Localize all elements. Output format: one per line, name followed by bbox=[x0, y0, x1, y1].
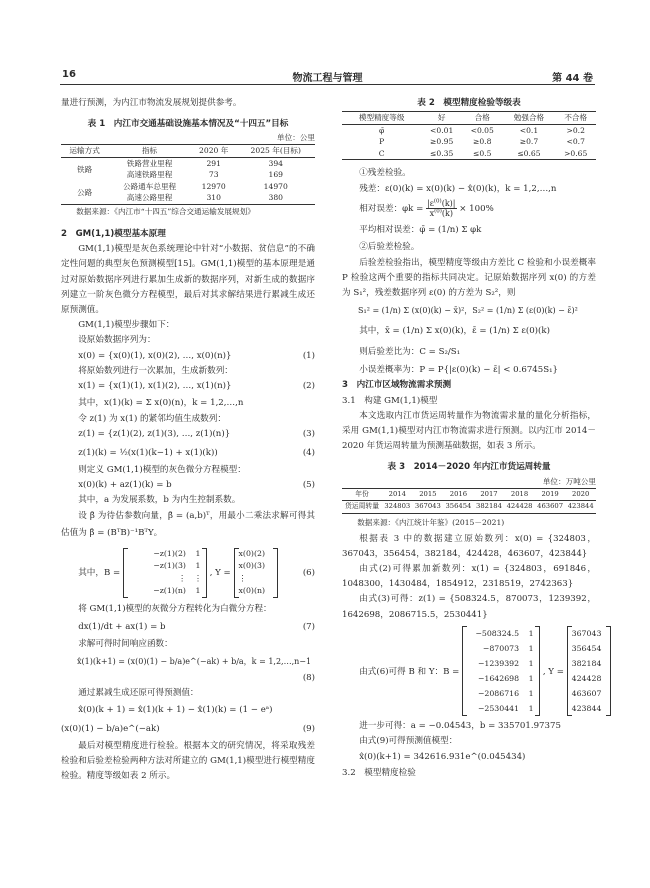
table1-mode: 公路 bbox=[77, 187, 93, 197]
matrix-cell: −2086716 bbox=[477, 689, 520, 699]
table1-cell: 铁路营业里程 bbox=[126, 158, 173, 168]
section2-heading: 2 GM(1,1)模型基本原理 bbox=[61, 228, 166, 239]
matrix-cell: −z(1)(2) bbox=[153, 548, 186, 558]
step-response: 求解可得时间响应函数： bbox=[78, 639, 173, 650]
equation-number: (7) bbox=[302, 622, 315, 633]
matrix-row bbox=[128, 560, 202, 573]
equation-7 bbox=[61, 617, 315, 637]
right-column bbox=[342, 96, 602, 781]
prediction-intro: 由式(9)可得预测值模型： bbox=[359, 736, 458, 747]
table2-caption: 表 2 模型精度检验等级表 bbox=[417, 98, 521, 108]
matrix-cell: −1239392 bbox=[477, 659, 520, 669]
table3-row-header: 年份 bbox=[355, 489, 369, 498]
left-column bbox=[61, 96, 315, 785]
matrix-cell: 1 bbox=[528, 674, 534, 684]
matrix-cell: 1 bbox=[528, 659, 534, 669]
matrix-row bbox=[239, 573, 273, 586]
intro-tail: 量进行预测，为内江市物流发展规划提供参考。 bbox=[61, 98, 242, 108]
table3-source: 数据来源：《内江统计年鉴》(2015－2021) bbox=[357, 517, 505, 527]
matrix-row bbox=[467, 671, 535, 686]
matrix-row bbox=[572, 671, 606, 686]
table3-value: 382184 bbox=[476, 502, 502, 511]
equation-number: (4) bbox=[302, 447, 315, 458]
check2-title: ②后验差检验。 bbox=[359, 242, 420, 253]
page-number: 16 bbox=[62, 69, 76, 80]
table3-unit: 单位：万吨公里 bbox=[542, 476, 596, 486]
c-ratio-formula: 则后验差比为：C = S₂/S₁ bbox=[359, 347, 461, 358]
table-row bbox=[342, 124, 596, 136]
mean-relative-error: 平均相对误差：φ̄ = (1/n) Σ φk bbox=[359, 225, 482, 236]
matrix-cell: 1 bbox=[195, 561, 201, 571]
table2-cell: ≥0.95 bbox=[430, 137, 454, 147]
table1-mode: 铁路 bbox=[77, 164, 93, 174]
table2-cell: P bbox=[379, 137, 385, 147]
check1-title: ①残差检验。 bbox=[359, 168, 411, 179]
matrix-cell: ⋮ bbox=[194, 573, 202, 583]
table2-cell: ≥0.8 bbox=[472, 137, 492, 147]
table3-year: 2014 bbox=[388, 489, 406, 498]
step-ab: 其中，a 为发展系数，b 为内生控制系数。 bbox=[78, 494, 241, 505]
matrix-cell: 1 bbox=[195, 586, 201, 596]
matrix-row bbox=[572, 641, 606, 656]
matrix-row bbox=[467, 701, 535, 716]
matrix-row bbox=[467, 641, 535, 656]
table3-year: 2020 bbox=[572, 489, 590, 498]
matrix-row bbox=[128, 548, 202, 561]
equation-number: (8) bbox=[302, 672, 315, 683]
ab-result: 进一步可得：a = −0.04543，b = 335701.97375 bbox=[359, 720, 561, 731]
step-original: 设原始数据序列为： bbox=[78, 335, 156, 346]
table2-cell: ≤0.35 bbox=[430, 148, 454, 158]
table3-row-header: 货运周转量 bbox=[345, 502, 379, 511]
equation-number: (1) bbox=[302, 350, 315, 361]
equation-5-text: x(0)(k) + az(1)(k) = b bbox=[78, 479, 172, 490]
table3-year: 2017 bbox=[480, 489, 498, 498]
matrix-cell: 1 bbox=[528, 644, 534, 654]
equation-number: (5) bbox=[302, 479, 315, 490]
step-where-x1: 其中，x(1)(k) = Σ x(0)(n)，k = 1,2,…,n bbox=[78, 398, 244, 409]
equation-number: (3) bbox=[302, 429, 315, 440]
table2-header: 合格 bbox=[474, 113, 490, 123]
matrix-cell: −2530441 bbox=[477, 704, 520, 714]
table3-value: 324803 bbox=[384, 502, 411, 511]
table3-year: 2016 bbox=[449, 489, 468, 498]
matrix-cell: −z(1)(3) bbox=[153, 561, 186, 571]
table1 bbox=[61, 144, 315, 205]
sequence-x0: 根据表 3 中的数据建立原始数列：x(0) = {324803，367043，356454，382184，424428，463607，423844} bbox=[342, 533, 596, 559]
matrix-row bbox=[239, 585, 273, 598]
matrix-cell: x(0)(2) bbox=[238, 548, 265, 558]
fraction: $\frac{|\varepsilon^{(0)}(k)|}{x^{(0)}(k)}$ bbox=[427, 198, 456, 219]
table3-value: 463607 bbox=[537, 502, 564, 511]
matrix-Y-values bbox=[567, 626, 611, 716]
table2-header: 好 bbox=[437, 113, 446, 123]
volume-label: 第 44 卷 bbox=[552, 73, 593, 84]
matrix-cell: 1 bbox=[528, 629, 534, 639]
running-header bbox=[60, 66, 595, 85]
table-row bbox=[342, 136, 596, 148]
matrix-cell: −870073 bbox=[482, 644, 520, 654]
relative-error-tail: × 100% bbox=[459, 204, 494, 215]
relative-error-formula bbox=[342, 198, 596, 220]
table2-cell: C bbox=[378, 148, 385, 158]
equation-9a: x̂(0)(k + 1) = x̂(1)(k + 1) − x̂(1)(k) = (1 − eᵃ) bbox=[78, 704, 273, 715]
table2-cell: ≥0.7 bbox=[519, 137, 539, 147]
matrix-equation: 由式(6)可得 B 和 Y：B = −508324.5 1 −870073 1 −1239392 1 −1642698 1 −2086716 1 −2530441 1 , Y = 367043 356454 382184 424428 463607 423844 bbox=[342, 625, 596, 719]
table3-value-row bbox=[342, 501, 596, 514]
matrix-cell: 463607 bbox=[571, 689, 602, 699]
step-z: 令 z(1) 为 x(1) 的紧邻均值生成数列： bbox=[78, 414, 226, 425]
matrix-cell: −1642698 bbox=[477, 674, 520, 684]
equation-8 bbox=[61, 653, 315, 671]
table2-cell: >0.2 bbox=[566, 125, 585, 135]
table2-cell: <0.7 bbox=[566, 137, 585, 147]
matrix-cell: x(0)(3) bbox=[238, 561, 265, 571]
equation-1 bbox=[61, 349, 315, 364]
table1-cell: 高速公路里程 bbox=[126, 193, 173, 203]
matrix-cell: −z(1)(n) bbox=[153, 586, 186, 596]
matrix-cell: 423844 bbox=[571, 704, 602, 714]
matrix-row bbox=[572, 626, 606, 641]
subsection-3-1: 3.1 构建 GM(1,1)模型 bbox=[342, 395, 438, 406]
table3-value: 356454 bbox=[445, 502, 472, 511]
table2-cell: ≤0.65 bbox=[517, 148, 541, 158]
equation-4-text: z(1)(k) = ½(x(1)(k−1) + x(1)(k)) bbox=[78, 447, 218, 458]
table1-cell: 公路通车总里程 bbox=[122, 181, 177, 191]
equation-6: 其中，B = −z(1)(2) 1 −z(1)(3) 1 ⋮ ⋮ −z(1)(n) 1 , Y = x(0)(2) x(0)(3) ⋮ x(0)(n) (6) bbox=[61, 544, 315, 602]
table-row bbox=[342, 148, 596, 160]
table1-cell: 高速铁路里程 bbox=[126, 170, 173, 180]
step-white: 将 GM(1,1)模型的灰微分方程转化为白微分方程： bbox=[78, 604, 272, 615]
matrix-cell: 424428 bbox=[571, 674, 602, 684]
matrix-row bbox=[239, 560, 273, 573]
table1-cell: 169 bbox=[268, 170, 283, 180]
table3-value: 367043 bbox=[414, 502, 441, 511]
equation-3-text: z(1) = {z(1)(2), z(1)(3), …, z(1)(n)} bbox=[78, 429, 231, 440]
step-accumulate: 将原始数列进行一次累加，生成新数列： bbox=[78, 365, 233, 376]
equation-4 bbox=[61, 443, 315, 463]
table1-header: 指标 bbox=[141, 146, 158, 156]
matrix-row bbox=[572, 656, 606, 671]
matrix-cell: 356454 bbox=[571, 644, 602, 654]
equation-6-lead: 其中，B = bbox=[78, 568, 121, 579]
table1-cell: 380 bbox=[268, 193, 283, 203]
table1-header: 2025 年(目标) bbox=[250, 146, 301, 156]
table2-header: 不合格 bbox=[564, 113, 588, 123]
equation-5 bbox=[61, 478, 315, 493]
matrix-B-values bbox=[462, 626, 540, 716]
equation-number: (6) bbox=[302, 568, 315, 579]
matrix-cell: 1 bbox=[195, 548, 201, 558]
step-restore: 通过累减生成还原可得预测值： bbox=[78, 687, 199, 698]
table2-cell: <0.05 bbox=[470, 125, 494, 135]
section2-paragraph: GM(1,1)模型是灰色系统理论中针对“小数据、贫信息”的不确定性问题的典型灰色预测模型[15]。GM(1,1)模型的基本原理是通过对原始数据序列进行累加生成新的数据序列，对新生成的数据序列建立一阶灰色微分方程模型，最后对其求解结果进行累减生成还原预测值。 bbox=[61, 244, 315, 315]
table3-year: 2018 bbox=[510, 489, 529, 498]
matrix-row bbox=[239, 548, 273, 561]
equation-9b-text: (x(0)(1) − b/a)e^(−ak) bbox=[61, 723, 160, 734]
matrix-cell: ⋮ bbox=[238, 573, 247, 583]
equation-7-text: dx(1)/dt + ax(1) = b bbox=[78, 622, 166, 633]
matrix-row bbox=[467, 626, 535, 641]
equation-8-text: x̂(1)(k+1) = (x(0)(1) − b/a)e^(−ak) + b/a，k = 1,2,…,n−1 bbox=[77, 656, 312, 666]
table2-cell: φ̄ bbox=[379, 125, 385, 135]
variance-formula: S₁² = (1/n) Σ (x(0)(k) − x̄)²，S₂² = (1/n) Σ (ε(0)(k) − ε̄)² bbox=[358, 306, 578, 316]
matrix-cell: −508324.5 bbox=[475, 629, 520, 639]
step-beta: 设 β̂ 为待估参数向量，β̂ = (a,b)ᵀ，用最小二乘法求解可得其估值为 β̂ = (BᵀB)⁻¹BᵀY。 bbox=[61, 511, 315, 539]
equation-number: (9) bbox=[302, 723, 315, 734]
table1-cell: 12970 bbox=[201, 181, 226, 191]
table2-cell: <0.1 bbox=[519, 125, 539, 135]
step-define: 则定义 GM(1,1)模型的灰色微分方程模型： bbox=[78, 464, 246, 475]
section31-paragraph: 本文选取内江市货运周转量作为物流需求量的量化分析指标，采用 GM(1,1)模型对内江市物流需求进行预测。以内江市 2014－2020 年货运周转量为预测基础数据，如表 3 所示。 bbox=[342, 410, 596, 452]
table1-header: 2020 年 bbox=[199, 146, 229, 156]
table1-caption: 表 1 内江市交通基础设施基本情况及“十四五”目标 bbox=[87, 119, 289, 130]
sequence-x1: 由式(2)可得累加新数列：x(1) = {324803，691846，1048300，1430484，1854912，2318519，2742363} bbox=[342, 564, 596, 590]
equation-1-text: x(0) = {x(0)(1), x(0)(2), …, x(0)(n)} bbox=[78, 350, 232, 361]
equation-number: (2) bbox=[302, 380, 315, 391]
table2 bbox=[342, 111, 596, 160]
matrix-cell: x(0)(n) bbox=[238, 586, 266, 596]
sequence-z1: 由式(3)可得：z(1) = {508324.5，870073，1239392，1642698，2086715.5，2530441} bbox=[342, 594, 596, 620]
table-row bbox=[61, 181, 315, 193]
posterior-paragraph: 后验差检验指出，模型精度等级由方差比 C 检验和小误差概率 P 检验这两个重要的指标共同决定。记原始数据序列 x(0) 的方差为 S₁²，残差数据序列 ε(0) 的方差为 S₂²，则 bbox=[342, 257, 596, 299]
mean-formula: 其中，x̄ = (1/n) Σ x(0)(k)，ε̄ = (1/n) Σ ε(0)(k) bbox=[359, 326, 550, 337]
relative-error-label: 相对误差：φk = bbox=[359, 204, 424, 215]
table1-header: 运输方式 bbox=[69, 146, 100, 156]
table1-cell: 14970 bbox=[263, 181, 288, 191]
final-paragraph: 最后对模型精度进行检验。根据本文的研究情况，将采取残差检验和后验差检验两种方法对所建立的 GM(1,1)模型进行模型精度检验。精度等级如表 2 所示。 bbox=[61, 740, 315, 782]
table1-cell: 394 bbox=[268, 158, 283, 168]
table3-value: 424428 bbox=[506, 502, 533, 511]
table-row bbox=[61, 157, 315, 169]
table3 bbox=[342, 488, 596, 514]
table1-unit: 单位：公里 bbox=[277, 133, 315, 143]
equation-2-text: x(1) = {x(1)(1), x(1)(2), …, x(1)(n)} bbox=[78, 380, 232, 391]
matrix-lead: 由式(6)可得 B 和 Y：B = bbox=[359, 666, 460, 677]
equation-2 bbox=[61, 379, 315, 394]
matrix-cell: 367043 bbox=[571, 629, 602, 639]
table2-header: 勉强合格 bbox=[513, 113, 545, 123]
table1-cell: 291 bbox=[206, 158, 221, 168]
table1-source: 数据来源：《内江市“十四五”综合交通运输发展规划》 bbox=[76, 206, 255, 216]
journal-title: 物流工程与管理 bbox=[292, 73, 363, 84]
table3-value: 423844 bbox=[567, 502, 594, 511]
table3-year-row bbox=[342, 488, 596, 501]
steps-intro: GM(1,1)模型步骤如下： bbox=[78, 320, 175, 331]
residual-formula: 残差：ε(0)(k) = x(0)(k) − x̂(0)(k)，k = 1,2,…,n bbox=[359, 184, 557, 195]
matrix-cell: 1 bbox=[528, 689, 534, 699]
matrix-cell: 1 bbox=[528, 704, 534, 714]
table2-cell: ≤0.5 bbox=[472, 148, 492, 158]
equation-3 bbox=[61, 427, 315, 442]
subsection-3-2: 3.2 模型精度检验 bbox=[342, 768, 416, 779]
table2-header: 模型精度等级 bbox=[358, 113, 405, 123]
matrix-row bbox=[572, 701, 606, 716]
table2-header-row bbox=[342, 112, 596, 125]
table3-year: 2015 bbox=[419, 489, 437, 498]
matrix-cell: ⋮ bbox=[178, 573, 186, 583]
table2-cell: <0.01 bbox=[430, 125, 454, 135]
matrix-row bbox=[128, 573, 202, 586]
matrix-cell: 382184 bbox=[571, 659, 602, 669]
section3-heading: 3 内江市区域物流需求预测 bbox=[342, 380, 452, 391]
equation-9b bbox=[61, 719, 315, 739]
p-probability-formula: 小误差概率为：P = P{|ε(0)(k) − ε̄| < 0.6745S₁} bbox=[359, 365, 559, 376]
matrix-row bbox=[467, 656, 535, 671]
matrix-row bbox=[467, 686, 535, 701]
table1-header-row bbox=[61, 145, 315, 158]
matrix-row bbox=[572, 686, 606, 701]
matrix-B bbox=[123, 548, 207, 598]
table2-cell: >0.65 bbox=[564, 148, 588, 158]
table3-year: 2019 bbox=[541, 489, 559, 498]
table1-cell: 310 bbox=[206, 193, 221, 203]
matrix-row bbox=[128, 585, 202, 598]
prediction-model: x̂(0)(k+1) = 342616.931e^(0.045434) bbox=[359, 752, 526, 763]
table3-caption: 表 3 2014－2020 年内江市货运周转量 bbox=[387, 462, 551, 473]
matrix-Y bbox=[234, 548, 278, 598]
table1-cell: 73 bbox=[208, 170, 219, 180]
